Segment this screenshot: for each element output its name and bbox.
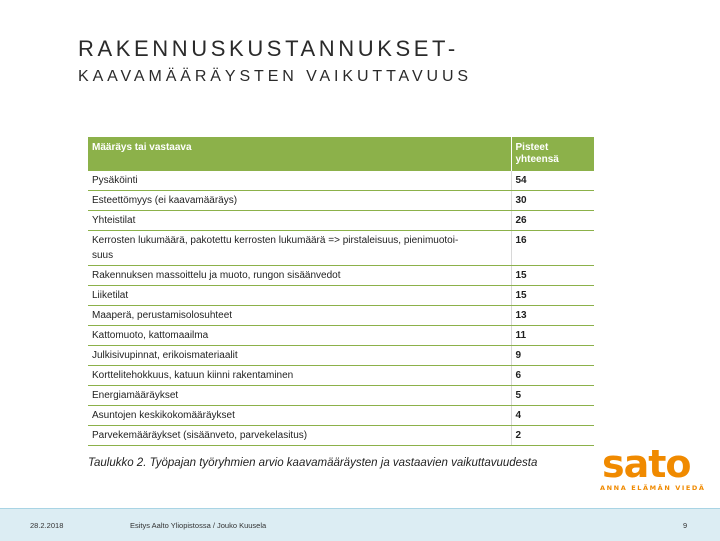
- row-label: Yhteistilat: [88, 211, 511, 231]
- table-caption: Taulukko 2. Työpajan työryhmien arvio kaavamääräysten ja vastaavien vaikuttavuudesta: [88, 457, 538, 469]
- table-row: [88, 211, 594, 231]
- table-row: [88, 386, 594, 406]
- row-points: 30: [511, 191, 594, 211]
- slide-title-line2: KAAVAMÄÄRÄYSTEN VAIKUTTAVUUS: [78, 68, 472, 85]
- table-row: [88, 366, 594, 386]
- table-row: [88, 231, 594, 266]
- row-label: Maaperä, perustamisolosuhteet: [88, 306, 511, 326]
- header-regulation: Määräys tai vastaava: [88, 137, 511, 171]
- row-points: 11: [511, 326, 594, 346]
- row-label: Pysäköinti: [88, 171, 511, 191]
- row-label: Korttelitehokkuus, katuun kiinni rakentaminen: [88, 366, 511, 386]
- scores-table: [88, 137, 595, 446]
- row-label: Esteettömyys (ei kaavamääräys): [88, 191, 511, 211]
- row-points: 9: [511, 346, 594, 366]
- slide-title-line1: RAKENNUSKUSTANNUKSET-: [78, 36, 459, 61]
- scores-table-container: [88, 137, 594, 446]
- row-label: Parvekemääräykset (sisäänveto, parvekelasitus): [88, 426, 511, 446]
- table-header-row: [88, 137, 594, 171]
- header-points: Pisteet yhteensä: [511, 137, 594, 171]
- slide-footer: [0, 508, 720, 541]
- row-points: 26: [511, 211, 594, 231]
- logo-tagline: ANNA ELÄMÄN VIEDÄ: [600, 484, 706, 492]
- row-points: 54: [511, 171, 594, 191]
- table-row: [88, 286, 594, 306]
- footer-date: 28.2.2018: [30, 521, 64, 530]
- row-label: Liiketilat: [88, 286, 511, 306]
- row-points: 5: [511, 386, 594, 406]
- row-points: 16: [511, 231, 594, 266]
- table-body: [88, 171, 594, 446]
- sato-logo: [598, 442, 708, 496]
- row-points: 13: [511, 306, 594, 326]
- table-row: [88, 191, 594, 211]
- footer-presenter: Esitys Aalto Yliopistossa / Jouko Kuusela: [130, 521, 267, 530]
- row-label: Julkisivupinnat, erikoismateriaalit: [88, 346, 511, 366]
- table-row: [88, 266, 594, 286]
- row-points: 6: [511, 366, 594, 386]
- table-row: [88, 326, 594, 346]
- row-points: 4: [511, 406, 594, 426]
- page-number: 9: [683, 521, 688, 530]
- table-row: [88, 306, 594, 326]
- row-label: Rakennuksen massoittelu ja muoto, rungon sisäänvedot: [88, 266, 511, 286]
- row-label: Asuntojen keskikokomääräykset: [88, 406, 511, 426]
- row-label: Kerrosten lukumäärä, pakotettu kerrosten lukumäärä => pirstaleisuus, pienimuotoi- suus: [88, 231, 511, 266]
- table-row: [88, 171, 594, 191]
- row-label: Kattomuoto, kattomaailma: [88, 326, 511, 346]
- logo-word: sato: [602, 442, 691, 486]
- row-label: Energiamääräykset: [88, 386, 511, 406]
- table-row: [88, 406, 594, 426]
- row-points: 15: [511, 286, 594, 306]
- row-points: 15: [511, 266, 594, 286]
- row-points: 2: [511, 426, 594, 446]
- table-row: [88, 346, 594, 366]
- table-row: [88, 426, 594, 446]
